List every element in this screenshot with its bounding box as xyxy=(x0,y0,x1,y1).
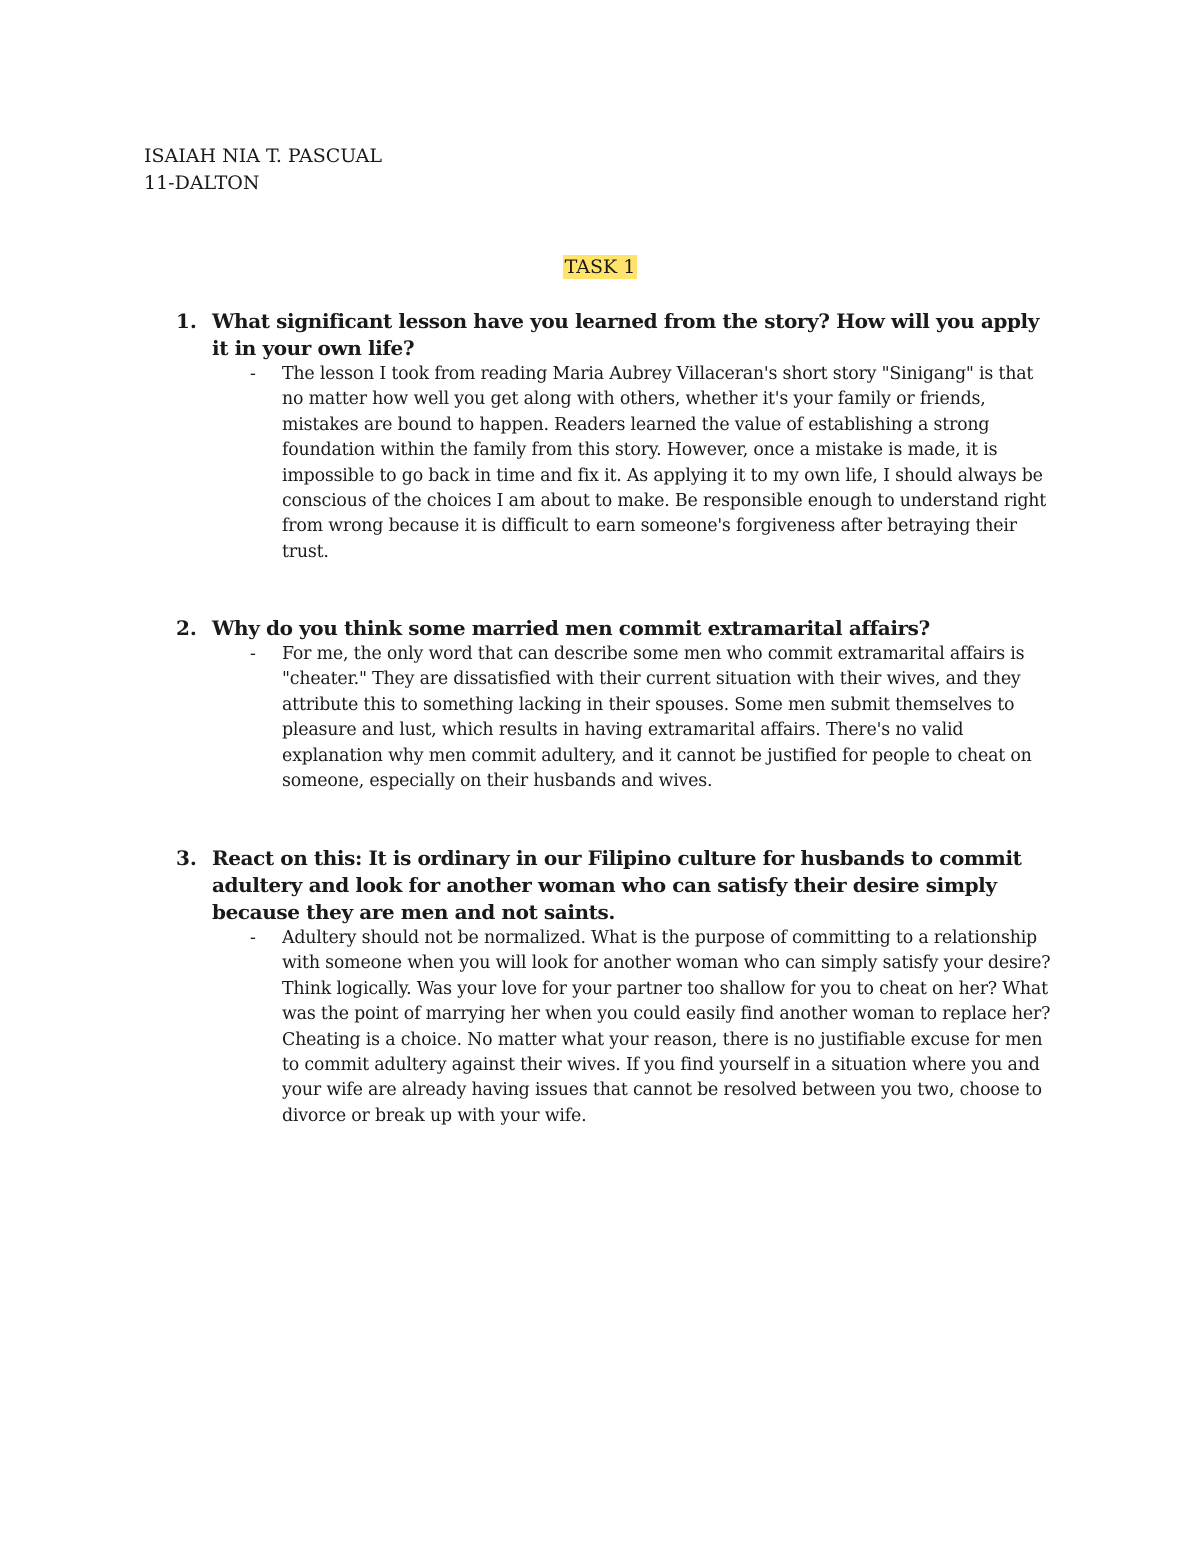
question-number: 2. xyxy=(176,616,197,640)
question-heading xyxy=(176,615,1056,642)
student-section: 11-DALTON xyxy=(144,172,260,194)
question-item-3 xyxy=(176,845,1056,1129)
question-item-1 xyxy=(176,308,1056,565)
answer-bullet: - xyxy=(250,644,256,664)
answer-text: The lesson I took from reading Maria Aubrey Villaceran's short story "Sinigang" is that no matter how well you get along with others, whether it's your family or friends, mistakes are bound to happen. Readers learned the value of establishing a strong foundation within the family from this story. However, once a mistake is made, it is impossible to go back in time and fix it. As applying it to my own life, I should always be conscious of the choices I am about to make. Be responsible enough to understand right from wrong because it is difficult to earn someone's forgiveness after betraying their trust. xyxy=(282,364,1047,562)
question-text: React on this: It is ordinary in our Filipino culture for husbands to commit adultery and look for another woman who can satisfy their desire simply because they are men and not saints. xyxy=(212,846,1022,924)
task-title xyxy=(0,254,1200,280)
question-heading xyxy=(176,308,1056,362)
question-text: What significant lesson have you learned from the story? How will you apply it in your own life? xyxy=(212,309,1039,360)
student-header xyxy=(144,143,382,197)
question-item-2 xyxy=(176,615,1056,794)
answer-block xyxy=(250,926,1056,1129)
answer-text: Adultery should not be normalized. What is the purpose of committing to a relationship with someone when you will look for another woman who can simply satisfy your desire? Think logically. Was your love for your partner too shallow for you to cheat on her? What was the point of marrying her when you could easily find another woman to replace her? Cheating is a choice. No matter what your reason, there is no justifiable excuse for men to commit adultery against their wives. If you find yourself in a situation where you and your wife are already having issues that cannot be resolved between you two, choose to divorce or break up with your wife. xyxy=(282,928,1051,1126)
question-text: Why do you think some married men commit extramarital affairs? xyxy=(212,616,930,640)
answer-block xyxy=(250,642,1056,794)
student-name: ISAIAH NIA T. PASCUAL xyxy=(144,145,383,167)
answer-block xyxy=(250,362,1056,565)
answer-bullet: - xyxy=(250,364,256,384)
question-number: 3. xyxy=(176,846,197,870)
answer-bullet: - xyxy=(250,928,256,948)
task-title-highlight: TASK 1 xyxy=(564,256,636,278)
question-number: 1. xyxy=(176,309,197,333)
answer-text: For me, the only word that can describe some men who commit extramarital affairs is "cheater." They are dissatisfied with their current situation with their wives, and they attribute this to something lacking in their spouses. Some men submit themselves to pleasure and lust, which results in having extramarital affairs. There's no valid explanation why men commit adultery, and it cannot be justified for people to cheat on someone, especially on their husbands and wives. xyxy=(282,644,1032,792)
question-heading xyxy=(176,845,1056,926)
